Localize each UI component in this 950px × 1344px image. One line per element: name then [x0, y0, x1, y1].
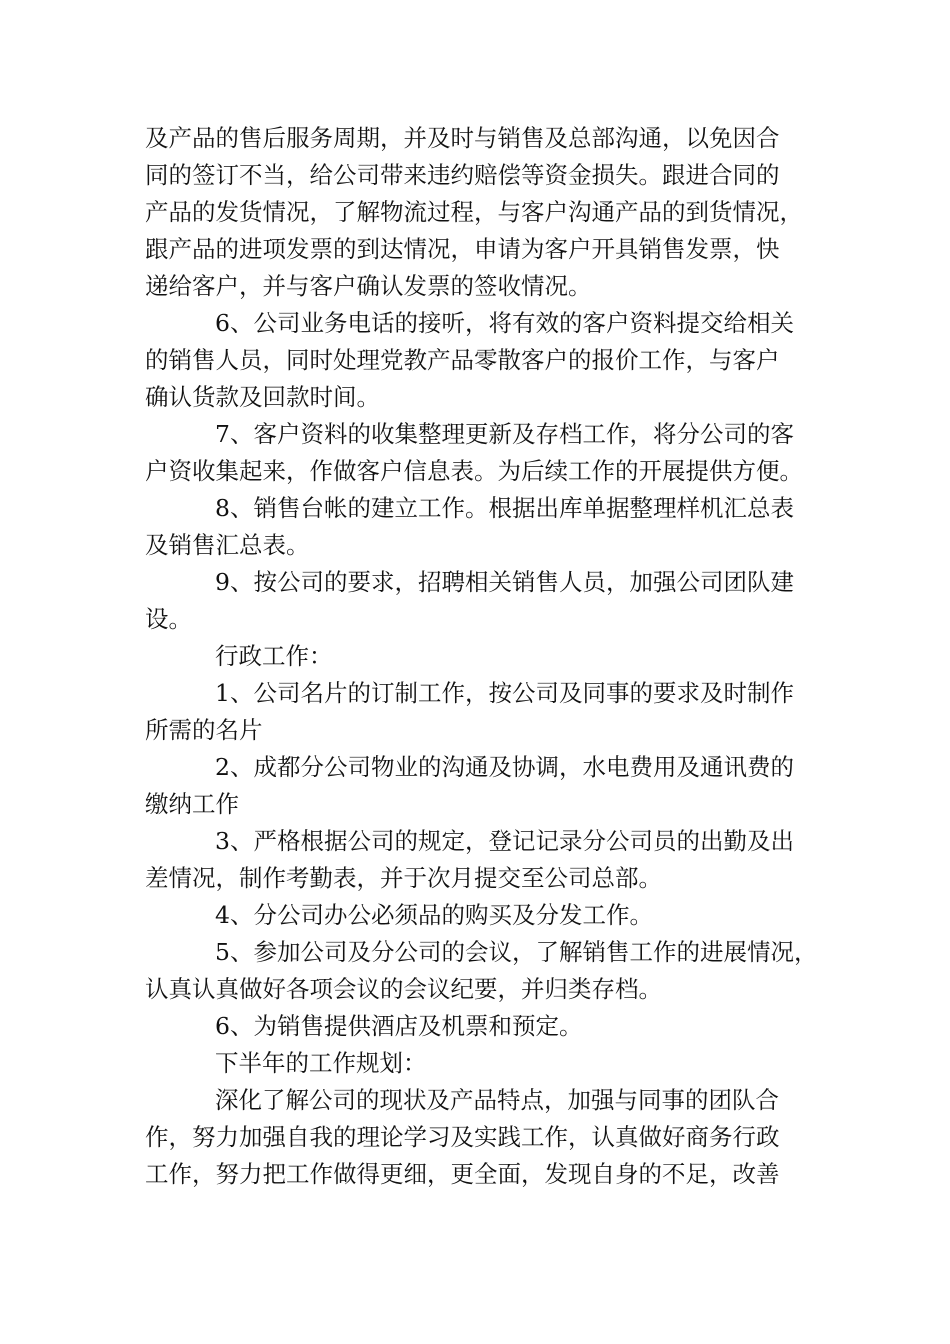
paragraph-start-line: 7、客户资料的收集整理更新及存档工作，将分公司的客 [215, 420, 794, 448]
paragraph-start-line: 2、成都分公司物业的沟通及协调，水电费用及通讯费的 [215, 753, 794, 781]
paragraph-start-line: 6、为销售提供酒店及机票和预定。 [215, 1012, 583, 1040]
section-heading: 行政工作： [215, 642, 333, 670]
text-line: 跟产品的进项发票的到达情况，申请为客户开具销售发票，快 [145, 235, 780, 263]
text-line: 认真认真做好各项会议的会议纪要，并归类存档。 [145, 975, 662, 1003]
text-line: 递给客户，并与客户确认发票的签收情况。 [145, 272, 592, 300]
paragraph-start-line: 6、公司业务电话的接听，将有效的客户资料提交给相关 [215, 309, 794, 337]
text-line: 所需的名片 [145, 716, 263, 744]
paragraph-start-line: 1、公司名片的订制工作，按公司及同事的要求及时制作 [215, 679, 794, 707]
document-body [145, 120, 818, 1193]
paragraph-start-line: 9、按公司的要求，招聘相关销售人员，加强公司团队建 [215, 568, 794, 596]
text-line: 及销售汇总表。 [145, 531, 310, 559]
text-line: 同的签订不当，给公司带来违约赔偿等资金损失。跟进合同的 [145, 161, 780, 189]
section-heading: 下半年的工作规划： [215, 1049, 427, 1077]
text-line: 缴纳工作 [145, 790, 239, 818]
paragraph-start-line: 8、销售台帐的建立工作。根据出库单据整理样机汇总表 [215, 494, 794, 522]
text-line: 确认货款及回款时间。 [145, 383, 380, 411]
text-line: 作，努力加强自我的理论学习及实践工作，认真做好商务行政 [145, 1123, 780, 1151]
text-line: 及产品的售后服务周期，并及时与销售及总部沟通，以免因合 [145, 124, 780, 152]
paragraph-start-line: 深化了解公司的现状及产品特点，加强与同事的团队合 [215, 1086, 779, 1114]
text-line: 户资收集起来，作做客户信息表。为后续工作的开展提供方便。 [145, 457, 803, 485]
paragraph-start-line: 3、严格根据公司的规定，登记记录分公司员的出勤及出 [215, 827, 794, 855]
paragraph-start-line: 4、分公司办公必须品的购买及分发工作。 [215, 901, 653, 929]
text-line: 产品的发货情况，了解物流过程，与客户沟通产品的到货情况， [145, 198, 803, 226]
paragraph-start-line: 5、参加公司及分公司的会议，了解销售工作的进展情况， [215, 938, 818, 966]
text-line: 工作，努力把工作做得更细，更全面，发现自身的不足，改善 [145, 1160, 780, 1188]
text-line: 差情况，制作考勤表，并于次月提交至公司总部。 [145, 864, 662, 892]
text-line: 设。 [145, 605, 192, 633]
text-line: 的销售人员，同时处理党教产品零散客户的报价工作，与客户 [145, 346, 780, 374]
